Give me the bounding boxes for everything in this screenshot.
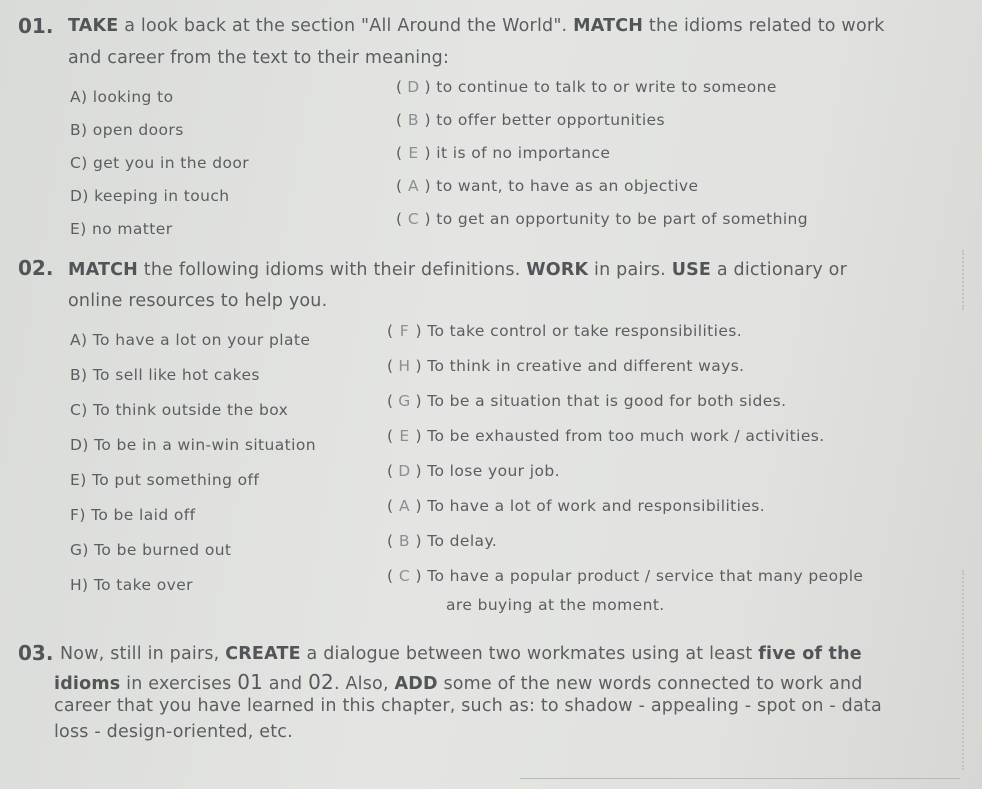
answer-row xyxy=(387,532,497,550)
instruction-text: a dialogue between two workmates using at least xyxy=(300,644,759,664)
meaning-text: To lose your job. xyxy=(427,462,560,480)
paren-open: ( xyxy=(387,427,394,445)
answer-row xyxy=(387,462,560,480)
handwritten-answer[interactable]: B xyxy=(398,532,410,550)
bold-keyword: five of the xyxy=(758,644,862,664)
instruction-text: a dictionary or xyxy=(711,260,847,280)
idiom-item: D) keeping in touch xyxy=(70,187,230,205)
paren-close: ) xyxy=(415,427,428,445)
idiom-item: E) no matter xyxy=(70,220,173,238)
handwritten-answer[interactable]: A xyxy=(398,497,410,515)
meaning-text: To be a situation that is good for both sides. xyxy=(427,392,787,410)
answer-row xyxy=(387,357,745,375)
instruction-text: in exercises xyxy=(120,674,238,694)
paren-open: ( xyxy=(396,78,403,96)
meaning-text: To be exhausted from too much work / activities. xyxy=(427,427,825,445)
paren-close: ) xyxy=(415,392,428,410)
instruction-text: . Also, xyxy=(333,674,395,694)
binding-dots-lower xyxy=(960,570,964,770)
idiom-item: C) get you in the door xyxy=(70,154,249,172)
meaning-text: to get an opportunity to be part of something xyxy=(436,210,809,228)
paren-open: ( xyxy=(387,497,394,515)
exercise-3-line xyxy=(54,722,293,742)
paren-close: ) xyxy=(424,78,437,96)
bold-keyword: MATCH xyxy=(68,260,139,280)
paren-close: ) xyxy=(424,177,437,195)
bold-keyword: ADD xyxy=(394,674,438,694)
meaning-text: to continue to talk to or write to someone xyxy=(436,78,777,96)
instruction-text: loss - design-oriented, etc. xyxy=(54,722,293,742)
answer-row xyxy=(387,392,786,410)
handwritten-answer[interactable]: E xyxy=(408,144,419,162)
exercise-2-definition-continuation: are buying at the moment. xyxy=(446,596,665,614)
exercise-reference: 01 xyxy=(237,670,264,694)
instruction-text: the idioms related to work xyxy=(643,16,885,36)
meaning-text: To delay. xyxy=(427,532,498,550)
handwritten-answer[interactable]: F xyxy=(399,322,410,340)
paren-close: ) xyxy=(415,567,428,585)
handwritten-answer[interactable]: E xyxy=(399,427,410,445)
instruction-text: Now, still in pairs, xyxy=(60,644,226,664)
bold-keyword: USE xyxy=(671,260,712,280)
paren-close: ) xyxy=(415,357,428,375)
handwritten-answer[interactable]: C xyxy=(398,567,411,585)
instruction-text: in pairs. xyxy=(588,260,672,280)
meaning-text: to offer better opportunities xyxy=(436,111,665,129)
instruction-text: career that you have learned in this chapter, such as: to shadow - appealing - spot on - data xyxy=(54,696,882,716)
handwritten-answer[interactable]: G xyxy=(398,392,411,410)
exercise-1-instruction-line2: and career from the text to their meaning: xyxy=(68,48,450,68)
paren-close: ) xyxy=(415,532,428,550)
exercise-3-line xyxy=(54,696,882,716)
idiom-item: D) To be in a win-win situation xyxy=(70,436,316,454)
handwritten-answer[interactable]: C xyxy=(407,210,420,228)
idiom-item: E) To put something off xyxy=(70,471,260,489)
handwritten-answer[interactable]: D xyxy=(407,78,420,96)
paren-open: ( xyxy=(387,567,394,585)
paren-open: ( xyxy=(396,210,403,228)
answer-row xyxy=(387,567,863,585)
exercise-1-number: 01. xyxy=(18,14,54,38)
answer-row xyxy=(396,111,665,129)
handwritten-answer[interactable]: A xyxy=(407,177,419,195)
answer-row xyxy=(396,78,777,96)
bold-keyword: idioms xyxy=(54,674,121,694)
instruction-text: a look back at the section "All Around the World". xyxy=(118,16,574,36)
exercise-2-instruction-line2: online resources to help you. xyxy=(68,291,328,311)
paren-open: ( xyxy=(387,357,394,375)
paren-open: ( xyxy=(396,177,403,195)
meaning-text: To take control or take responsibilities. xyxy=(427,322,743,340)
idiom-item: A) looking to xyxy=(70,88,174,106)
exercise-2-number: 02. xyxy=(18,256,54,280)
paren-close: ) xyxy=(424,111,437,129)
instruction-text: some of the new words connected to work and xyxy=(437,674,863,694)
exercise-3-line xyxy=(60,644,862,664)
binding-dots-upper xyxy=(960,250,964,310)
meaning-text: to want, to have as an objective xyxy=(436,177,699,195)
bold-keyword: WORK xyxy=(526,260,589,280)
instruction-text: and xyxy=(263,674,309,694)
idiom-item: B) To sell like hot cakes xyxy=(70,366,260,384)
paren-close: ) xyxy=(424,210,437,228)
answer-row xyxy=(387,322,742,340)
exercise-2-instruction-line1 xyxy=(68,260,847,280)
handwritten-answer[interactable]: B xyxy=(407,111,419,129)
meaning-text: To have a popular product / service that many people xyxy=(427,567,864,585)
meaning-text: it is of no importance xyxy=(436,144,611,162)
paren-close: ) xyxy=(415,497,428,515)
idiom-item: F) To be laid off xyxy=(70,506,196,524)
paren-open: ( xyxy=(387,462,394,480)
answer-row xyxy=(396,144,610,162)
paren-open: ( xyxy=(396,144,403,162)
instruction-text: the following idioms with their definitions. xyxy=(138,260,527,280)
handwritten-answer[interactable]: H xyxy=(398,357,411,375)
bold-keyword: TAKE xyxy=(68,16,119,36)
meaning-text: To think in creative and different ways. xyxy=(427,357,745,375)
paren-close: ) xyxy=(415,462,428,480)
paren-close: ) xyxy=(424,144,437,162)
meaning-text: To have a lot of work and responsibilities. xyxy=(427,497,766,515)
answer-row xyxy=(396,177,698,195)
paren-open: ( xyxy=(396,111,403,129)
idiom-item: C) To think outside the box xyxy=(70,401,289,419)
answer-row xyxy=(396,210,808,228)
exercise-1-instruction-line1 xyxy=(68,16,885,36)
idiom-item: B) open doors xyxy=(70,121,184,139)
answer-row xyxy=(387,427,825,445)
bold-keyword: CREATE xyxy=(225,644,301,664)
bold-keyword: MATCH xyxy=(573,16,644,36)
handwritten-answer[interactable]: D xyxy=(398,462,411,480)
idiom-item: G) To be burned out xyxy=(70,541,232,559)
paren-open: ( xyxy=(387,532,394,550)
idiom-item: H) To take over xyxy=(70,576,193,594)
exercise-3-line xyxy=(54,670,863,694)
answer-line xyxy=(520,778,960,779)
answer-row xyxy=(387,497,765,515)
idiom-item: A) To have a lot on your plate xyxy=(70,331,311,349)
paren-open: ( xyxy=(387,322,394,340)
paren-close: ) xyxy=(415,322,428,340)
paren-open: ( xyxy=(387,392,394,410)
exercise-3-number: 03. xyxy=(18,641,54,665)
exercise-reference: 02 xyxy=(308,670,334,694)
